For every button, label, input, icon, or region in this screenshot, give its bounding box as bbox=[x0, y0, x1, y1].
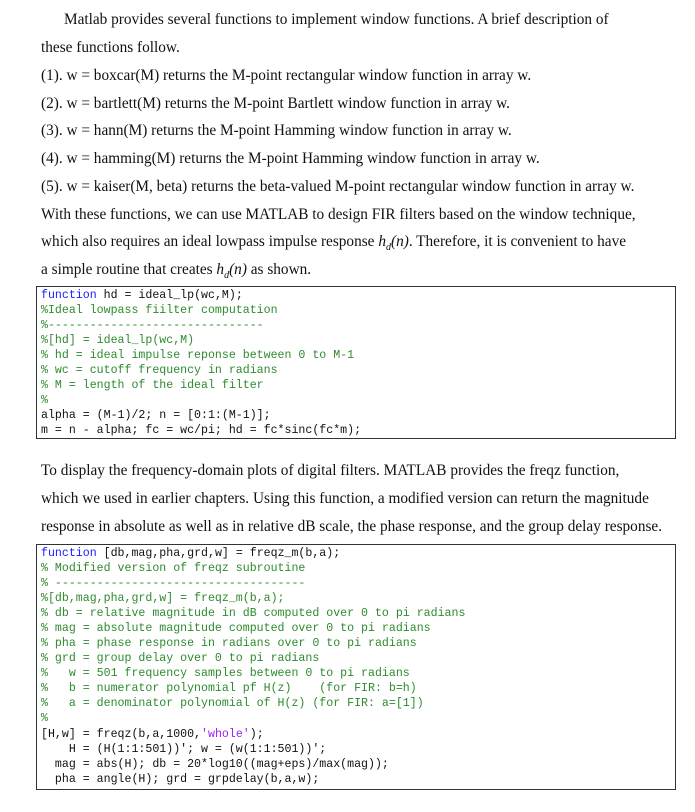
list-item-bartlett: (2). w = bartlett(M) returns the M-point Bartlett window function in array w. bbox=[41, 95, 510, 112]
code-line: m = n - alpha; fc = wc/pi; hd = fc*sinc(fc*m); bbox=[41, 424, 362, 437]
list-item-hann: (3). w = hann(M) returns the M-point Hamming window function in array w. bbox=[41, 122, 512, 139]
code-comment: %------------------------------- bbox=[41, 319, 264, 332]
code-comment: %[hd] = ideal_lp(wc,M) bbox=[41, 334, 195, 347]
code-line: H = (H(1:1:501))'; w = (w(1:1:501))'; bbox=[41, 743, 327, 756]
paragraph-2-line-1: To display the frequency-domain plots of digital filters. MATLAB provides the freqz function, bbox=[41, 462, 620, 479]
code-comment: %[db,mag,pha,grd,w] = freqz_m(b,a); bbox=[41, 592, 285, 605]
paragraph-1-line-1: Matlab provides several functions to implement window functions. A brief description of bbox=[64, 11, 609, 28]
hd-symbol: $h_d(n)$ bbox=[216, 261, 247, 282]
code-comment: % hd = ideal impulse reponse between 0 to M-1 bbox=[41, 349, 355, 362]
hd-symbol: $h_d(n)$ bbox=[378, 233, 409, 254]
list-item-kaiser: (5). w = kaiser(M, beta) returns the beta-valued M-point rectangular window function in array w. bbox=[41, 178, 635, 195]
paragraph-1-line-2: these functions follow. bbox=[41, 39, 180, 56]
paragraph-1-line-8: With these functions, we can use MATLAB to design FIR filters based on the window technique, bbox=[41, 206, 636, 223]
code-line: mag = abs(H); db = 20*log10((mag+eps)/max(mag)); bbox=[41, 758, 389, 771]
list-item-hamming: (4). w = hamming(M) returns the M-point Hamming window function in array w. bbox=[41, 150, 540, 167]
line-9-text-pre: which also requires an ideal lowpass impulse response bbox=[41, 233, 379, 250]
line-9-text-post: . Therefore, it is convenient to have bbox=[408, 233, 627, 250]
code-comment: % pha = phase response in radians over 0 to pi radians bbox=[41, 637, 417, 650]
code-comment: % Modified version of freqz subroutine bbox=[41, 562, 306, 575]
code-line: [H,w] = freqz(b,a,1000,'whole'); bbox=[41, 728, 264, 741]
code-comment: % bbox=[41, 394, 48, 407]
code-comment: % w = 501 frequency samples between 0 to pi radians bbox=[41, 667, 410, 680]
code-comment: % grd = group delay over 0 to pi radians bbox=[41, 652, 320, 665]
paragraph-1-line-9 bbox=[41, 233, 681, 257]
code-line: function hd = ideal_lp(wc,M); bbox=[41, 289, 243, 302]
code-comment: %Ideal lowpass fiilter computation bbox=[41, 304, 278, 317]
code-block-ideal-lp bbox=[36, 286, 676, 439]
code-comment: % bbox=[41, 712, 48, 725]
line-10-text-pre: a simple routine that creates bbox=[41, 261, 217, 278]
code-line: alpha = (M-1)/2; n = [0:1:(M-1)]; bbox=[41, 409, 271, 422]
paragraph-2-line-3: response in absolute as well as in relative dB scale, the phase response, and the group delay response. bbox=[41, 518, 663, 535]
code-line: function [db,mag,pha,grd,w] = freqz_m(b,a); bbox=[41, 547, 341, 560]
code-line: pha = angle(H); grd = grpdelay(b,a,w); bbox=[41, 773, 320, 786]
code-comment: % mag = absolute magnitude computed over 0 to pi radians bbox=[41, 622, 431, 635]
code-comment: % db = relative magnitude in dB computed over 0 to pi radians bbox=[41, 607, 466, 620]
code-comment: % M = length of the ideal filter bbox=[41, 379, 264, 392]
code-comment: % wc = cutoff frequency in radians bbox=[41, 364, 278, 377]
code-block-freqz-m bbox=[36, 544, 676, 790]
code-comment: % a = denominator polynomial of H(z) (for FIR: a=[1]) bbox=[41, 697, 424, 710]
code-comment: % b = numerator polynomial pf H(z) (for FIR: b=h) bbox=[41, 682, 417, 695]
list-item-boxcar: (1). w = boxcar(M) returns the M-point rectangular window function in array w. bbox=[41, 67, 532, 84]
line-10-text-post: as shown. bbox=[246, 261, 312, 278]
paragraph-1-line-10 bbox=[41, 261, 681, 285]
paragraph-2-line-2: which we used in earlier chapters. Using this function, a modified version can return the magnitude bbox=[41, 490, 649, 507]
code-comment: % ------------------------------------ bbox=[41, 577, 306, 590]
